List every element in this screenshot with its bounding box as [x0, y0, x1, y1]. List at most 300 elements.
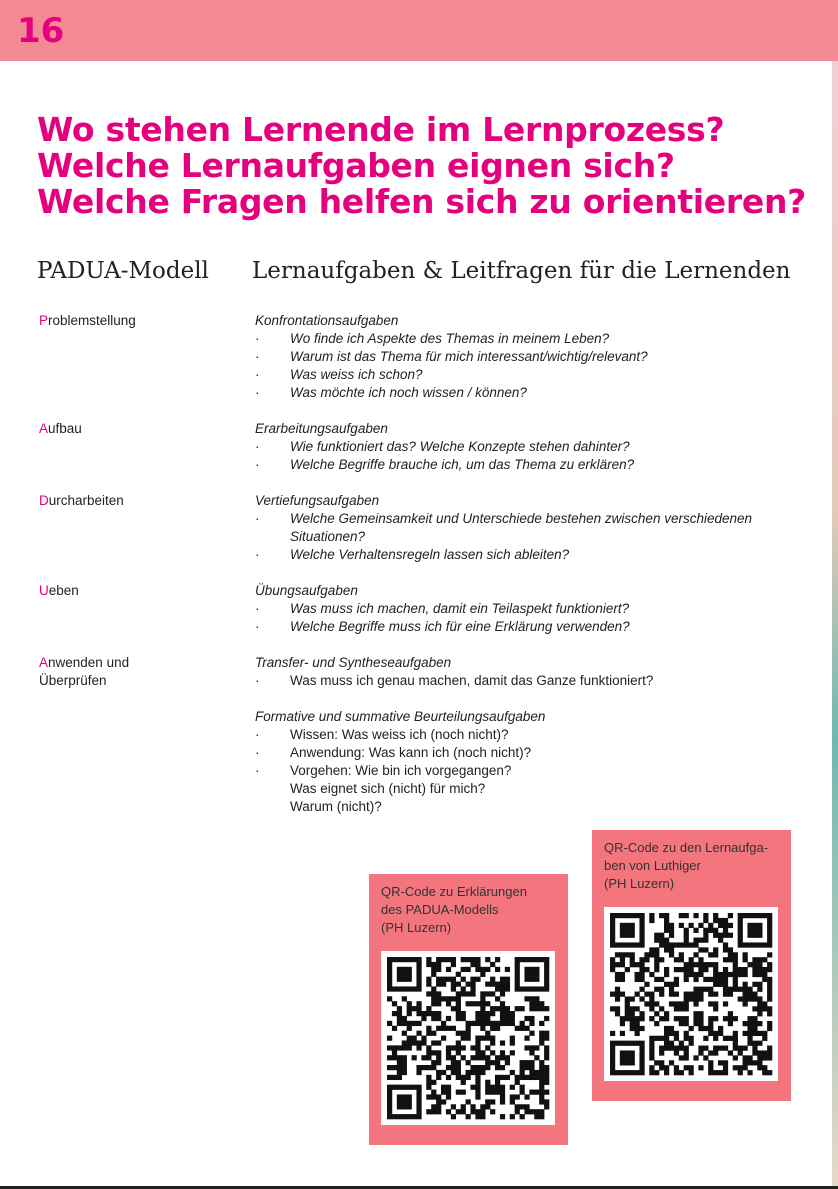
qr-module: [615, 977, 620, 982]
qr-module: [703, 967, 708, 972]
qr-module: [684, 1055, 689, 1060]
qr-module: [674, 967, 679, 972]
qr-module: [654, 952, 659, 957]
qr-module: [669, 1060, 674, 1065]
qr-module: [544, 967, 549, 972]
qr-module: [397, 967, 402, 972]
section-vertiefung: [255, 492, 752, 564]
qr-module: [416, 1031, 421, 1036]
qr-module: [451, 986, 456, 991]
qr-module: [757, 1050, 762, 1055]
qr-module: [610, 1041, 615, 1046]
phase-ueben: [39, 582, 79, 600]
qr-module: [485, 1099, 490, 1104]
qr-module: [397, 1114, 402, 1119]
qr-module: [500, 1006, 505, 1011]
qr-module: [529, 1001, 534, 1006]
qr-module: [505, 1075, 510, 1080]
qr-module: [630, 942, 635, 947]
bullet-marker: ·: [255, 511, 260, 526]
qr-module: [475, 962, 480, 967]
qr-module: [620, 923, 625, 928]
qr-module: [649, 1065, 654, 1070]
qr-caption-luthiger: QR-Code zu den Lernaufga- ben von Luthiger (PH Luzern): [604, 840, 769, 891]
qr-module: [610, 933, 615, 938]
qr-module: [426, 1094, 431, 1099]
qr-module: [456, 1060, 461, 1065]
qr-module: [539, 1085, 544, 1090]
qr-module: [757, 987, 762, 992]
qr-module: [713, 1036, 718, 1041]
qr-module: [446, 967, 451, 972]
phase-label: roblemstellung: [48, 313, 136, 328]
qr-module: [505, 982, 510, 987]
qr-module: [728, 947, 733, 952]
qr-module: [490, 1060, 495, 1065]
qr-module: [490, 1021, 495, 1026]
qr-module: [456, 996, 461, 1001]
qr-module: [639, 957, 644, 962]
qr-module: [436, 1050, 441, 1055]
qr-module: [738, 972, 743, 977]
qr-module: [630, 1041, 635, 1046]
qr-module: [426, 1109, 431, 1114]
qr-module: [762, 972, 767, 977]
qr-module: [402, 1045, 407, 1050]
qr-module: [610, 992, 615, 997]
qr-module: [620, 1031, 625, 1036]
qr-module: [625, 952, 630, 957]
qr-module: [669, 1031, 674, 1036]
qr-module: [679, 1070, 684, 1075]
qr-module: [534, 1055, 539, 1060]
qr-module: [436, 1070, 441, 1075]
qr-module: [649, 1006, 654, 1011]
qr-module: [654, 957, 659, 962]
list-item-continuation: Situationen?: [290, 529, 366, 544]
qr-module: [713, 1050, 718, 1055]
qr-module: [738, 918, 743, 923]
qr-module: [480, 1016, 485, 1021]
qr-module: [470, 1065, 475, 1070]
qr-module: [635, 977, 640, 982]
bullet-marker: ·: [255, 601, 260, 616]
qr-module: [679, 1001, 684, 1006]
qr-module: [480, 1055, 485, 1060]
qr-module: [426, 1045, 431, 1050]
qr-module: [718, 918, 723, 923]
qr-module: [461, 1080, 466, 1085]
qr-module: [402, 1094, 407, 1099]
qr-module: [743, 982, 748, 987]
qr-module: [534, 1070, 539, 1075]
qr-module: [615, 942, 620, 947]
qr-module: [713, 952, 718, 957]
phase-label-line2: Überprüfen: [39, 673, 107, 688]
qr-module: [456, 1109, 461, 1114]
qr-module: [475, 1001, 480, 1006]
qr-module: [757, 928, 762, 933]
qr-module: [767, 1021, 772, 1026]
qr-module: [743, 987, 748, 992]
qr-module: [426, 962, 431, 967]
qr-module: [728, 972, 733, 977]
qr-module: [529, 1075, 534, 1080]
qr-module: [397, 1016, 402, 1021]
qr-module: [767, 933, 772, 938]
qr-module: [461, 957, 466, 962]
qr-module: [490, 1040, 495, 1045]
qr-module: [752, 1006, 757, 1011]
qr-module: [515, 1080, 520, 1085]
qr-module: [693, 1055, 698, 1060]
qr-module: [397, 1094, 402, 1099]
qr-module: [698, 1021, 703, 1026]
qr-module: [747, 933, 752, 938]
qr-module: [416, 977, 421, 982]
qr-module: [752, 928, 757, 933]
qr-module: [402, 1070, 407, 1075]
qr-module: [416, 1099, 421, 1104]
qr-module: [615, 996, 620, 1001]
qr-module: [436, 1104, 441, 1109]
qr-code-luthiger[interactable]: [604, 907, 778, 1081]
qr-module: [708, 923, 713, 928]
qr-module: [713, 1070, 718, 1075]
qr-module: [402, 1021, 407, 1026]
qr-module: [515, 1104, 520, 1109]
qr-module: [520, 1065, 525, 1070]
qr-module: [524, 986, 529, 991]
qr-module: [426, 1006, 431, 1011]
qr-module: [610, 942, 615, 947]
qr-module: [505, 1006, 510, 1011]
qr-module: [407, 1045, 412, 1050]
qr-module: [544, 1050, 549, 1055]
qr-module: [630, 1011, 635, 1016]
qr-module: [416, 982, 421, 987]
qr-module: [654, 962, 659, 967]
qr-module: [520, 1060, 525, 1065]
qr-module: [510, 1114, 515, 1119]
qr-module: [743, 1021, 748, 1026]
qr-module: [684, 1046, 689, 1051]
qr-module: [539, 1109, 544, 1114]
qr-module: [659, 1006, 664, 1011]
bullet-marker: ·: [255, 727, 260, 742]
qr-module: [689, 1026, 694, 1031]
qr-module: [644, 1001, 649, 1006]
qr-module: [529, 977, 534, 982]
qr-module: [684, 1031, 689, 1036]
qr-module: [456, 1016, 461, 1021]
bullet-marker: ·: [255, 547, 260, 562]
qr-module: [752, 1026, 757, 1031]
phase-anwenden: [39, 654, 129, 690]
qr-module: [639, 1026, 644, 1031]
qr-module: [436, 977, 441, 982]
qr-module: [416, 1109, 421, 1114]
qr-module: [524, 1094, 529, 1099]
qr-module: [412, 1085, 417, 1090]
qr-module: [402, 1065, 407, 1070]
qr-module: [407, 977, 412, 982]
qr-module: [461, 977, 466, 982]
qr-module: [747, 1026, 752, 1031]
qr-module: [713, 962, 718, 967]
qr-module: [461, 1055, 466, 1060]
qr-module: [762, 913, 767, 918]
phase-label: nwenden und: [48, 655, 130, 670]
qr-module: [743, 942, 748, 947]
qr-module: [416, 1021, 421, 1026]
qr-module: [534, 996, 539, 1001]
qr-module: [416, 1001, 421, 1006]
qr-module: [500, 986, 505, 991]
section-title: Formative und summative Beurteilungsaufgaben: [255, 709, 546, 724]
qr-module: [475, 1090, 480, 1095]
qr-module: [466, 982, 471, 987]
qr-module: [402, 1114, 407, 1119]
qr-module: [515, 986, 520, 991]
qr-module: [684, 1036, 689, 1041]
qr-module: [752, 1031, 757, 1036]
qr-module: [664, 972, 669, 977]
qr-module: [416, 1011, 421, 1016]
phase-aufbau: [39, 420, 82, 438]
qr-module: [767, 1011, 772, 1016]
qr-module: [708, 1016, 713, 1021]
qr-module: [718, 933, 723, 938]
qr-module: [762, 1070, 767, 1075]
qr-module: [615, 1041, 620, 1046]
qr-module: [620, 942, 625, 947]
qr-module: [402, 1040, 407, 1045]
qr-module: [689, 942, 694, 947]
qr-module: [524, 977, 529, 982]
qr-module: [387, 1065, 392, 1070]
qr-module: [639, 1070, 644, 1075]
qr-module: [539, 1036, 544, 1041]
qr-module: [659, 1016, 664, 1021]
qr-module: [610, 938, 615, 943]
qr-module: [431, 1016, 436, 1021]
qr-module: [762, 1036, 767, 1041]
qr-module: [529, 1065, 534, 1070]
qr-module: [620, 1021, 625, 1026]
qr-module: [515, 977, 520, 982]
qr-module: [500, 1094, 505, 1099]
qr-module: [718, 982, 723, 987]
qr-module: [703, 987, 708, 992]
qr-module: [639, 1011, 644, 1016]
qr-module: [431, 967, 436, 972]
qr-module: [431, 1040, 436, 1045]
qr-module: [738, 913, 743, 918]
qr-module: [669, 923, 674, 928]
qr-module: [664, 1065, 669, 1070]
qr-module: [723, 1070, 728, 1075]
qr-module: [654, 977, 659, 982]
qr-module: [698, 947, 703, 952]
qr-module: [684, 977, 689, 982]
qr-module: [431, 986, 436, 991]
qr-code-padua[interactable]: [381, 951, 555, 1125]
qr-module: [539, 1040, 544, 1045]
qr-module: [767, 938, 772, 943]
qr-module: [615, 952, 620, 957]
qr-module: [639, 1055, 644, 1060]
qr-module: [752, 1060, 757, 1065]
qr-module: [693, 942, 698, 947]
qr-module: [466, 1099, 471, 1104]
qr-module: [669, 992, 674, 997]
qr-module: [630, 962, 635, 967]
headline-line-1: Wo stehen Lernende im Lernprozess?: [37, 110, 725, 149]
qr-module: [649, 1036, 654, 1041]
qr-module: [524, 1060, 529, 1065]
qr-module: [485, 1090, 490, 1095]
qr-module: [431, 1050, 436, 1055]
qr-module: [490, 977, 495, 982]
qr-module: [757, 1031, 762, 1036]
qr-module: [407, 986, 412, 991]
qr-module: [387, 972, 392, 977]
qr-module: [515, 1026, 520, 1031]
qr-module: [684, 992, 689, 997]
qr-module: [431, 962, 436, 967]
qr-module: [480, 1065, 485, 1070]
qr-module: [539, 1080, 544, 1085]
qr-module: [416, 1070, 421, 1075]
qr-module: [654, 1011, 659, 1016]
qr-module: [451, 1026, 456, 1031]
qr-module: [397, 1085, 402, 1090]
qr-module: [416, 1094, 421, 1099]
qr-module: [436, 991, 441, 996]
qr-module: [426, 1065, 431, 1070]
qr-module: [664, 938, 669, 943]
qr-module: [416, 972, 421, 977]
qr-module: [659, 1060, 664, 1065]
qr-module: [495, 1085, 500, 1090]
qr-module: [625, 1070, 630, 1075]
qr-module: [426, 1075, 431, 1080]
qr-module: [505, 1055, 510, 1060]
qr-module: [397, 986, 402, 991]
qr-module: [485, 1060, 490, 1065]
qr-module: [664, 1036, 669, 1041]
qr-module: [387, 1090, 392, 1095]
bullet-marker: ·: [255, 763, 260, 778]
bullet-marker: ·: [255, 439, 260, 454]
qr-module: [451, 1104, 456, 1109]
qr-module: [387, 1099, 392, 1104]
qr-module: [485, 957, 490, 962]
qr-module: [752, 933, 757, 938]
qr-module: [625, 913, 630, 918]
qr-module: [402, 957, 407, 962]
qr-module: [752, 962, 757, 967]
qr-module: [659, 987, 664, 992]
qr-module: [669, 1001, 674, 1006]
qr-module: [708, 992, 713, 997]
qr-module: [723, 967, 728, 972]
qr-module: [757, 996, 762, 1001]
qr-module: [693, 1001, 698, 1006]
qr-module: [752, 913, 757, 918]
qr-module: [490, 1011, 495, 1016]
qr-module: [762, 1001, 767, 1006]
qr-module: [684, 1065, 689, 1070]
qr-module: [767, 942, 772, 947]
qr-module: [684, 1050, 689, 1055]
qr-module: [544, 982, 549, 987]
phase-initial: A: [39, 421, 49, 436]
qr-module: [684, 938, 689, 943]
qr-module: [436, 962, 441, 967]
qr-module: [703, 977, 708, 982]
qr-module: [397, 1070, 402, 1075]
qr-module: [456, 1006, 461, 1011]
qr-module: [762, 1050, 767, 1055]
qr-module: [436, 1011, 441, 1016]
qr-module: [490, 1050, 495, 1055]
qr-module: [689, 972, 694, 977]
qr-module: [733, 1036, 738, 1041]
qr-module: [679, 1046, 684, 1051]
qr-module: [475, 1016, 480, 1021]
qr-module: [757, 972, 762, 977]
qr-module: [639, 987, 644, 992]
qr-module: [461, 991, 466, 996]
qr-module: [515, 957, 520, 962]
qr-module: [635, 1031, 640, 1036]
qr-module: [495, 1065, 500, 1070]
qr-module: [466, 1031, 471, 1036]
qr-module: [431, 1090, 436, 1095]
qr-module: [743, 1065, 748, 1070]
qr-module: [500, 1055, 505, 1060]
qr-module: [747, 928, 752, 933]
qr-module: [620, 1060, 625, 1065]
qr-module: [689, 992, 694, 997]
qr-module: [451, 1060, 456, 1065]
qr-module: [441, 1070, 446, 1075]
qr-module: [392, 1011, 397, 1016]
qr-module: [407, 957, 412, 962]
qr-module: [500, 1001, 505, 1006]
qr-module: [689, 967, 694, 972]
qr-module: [757, 913, 762, 918]
qr-module: [451, 1045, 456, 1050]
qr-module: [757, 967, 762, 972]
qr-module: [387, 977, 392, 982]
qr-module: [669, 1046, 674, 1051]
qr-module: [461, 1104, 466, 1109]
qr-module: [431, 1080, 436, 1085]
qr-module: [446, 1001, 451, 1006]
qr-module: [733, 967, 738, 972]
qr-module: [500, 991, 505, 996]
qr-module: [466, 957, 471, 962]
qr-module: [767, 1006, 772, 1011]
qr-module: [485, 982, 490, 987]
qr-module: [693, 962, 698, 967]
qr-module: [461, 1011, 466, 1016]
bullet-marker: ·: [255, 349, 260, 364]
qr-module: [654, 1001, 659, 1006]
